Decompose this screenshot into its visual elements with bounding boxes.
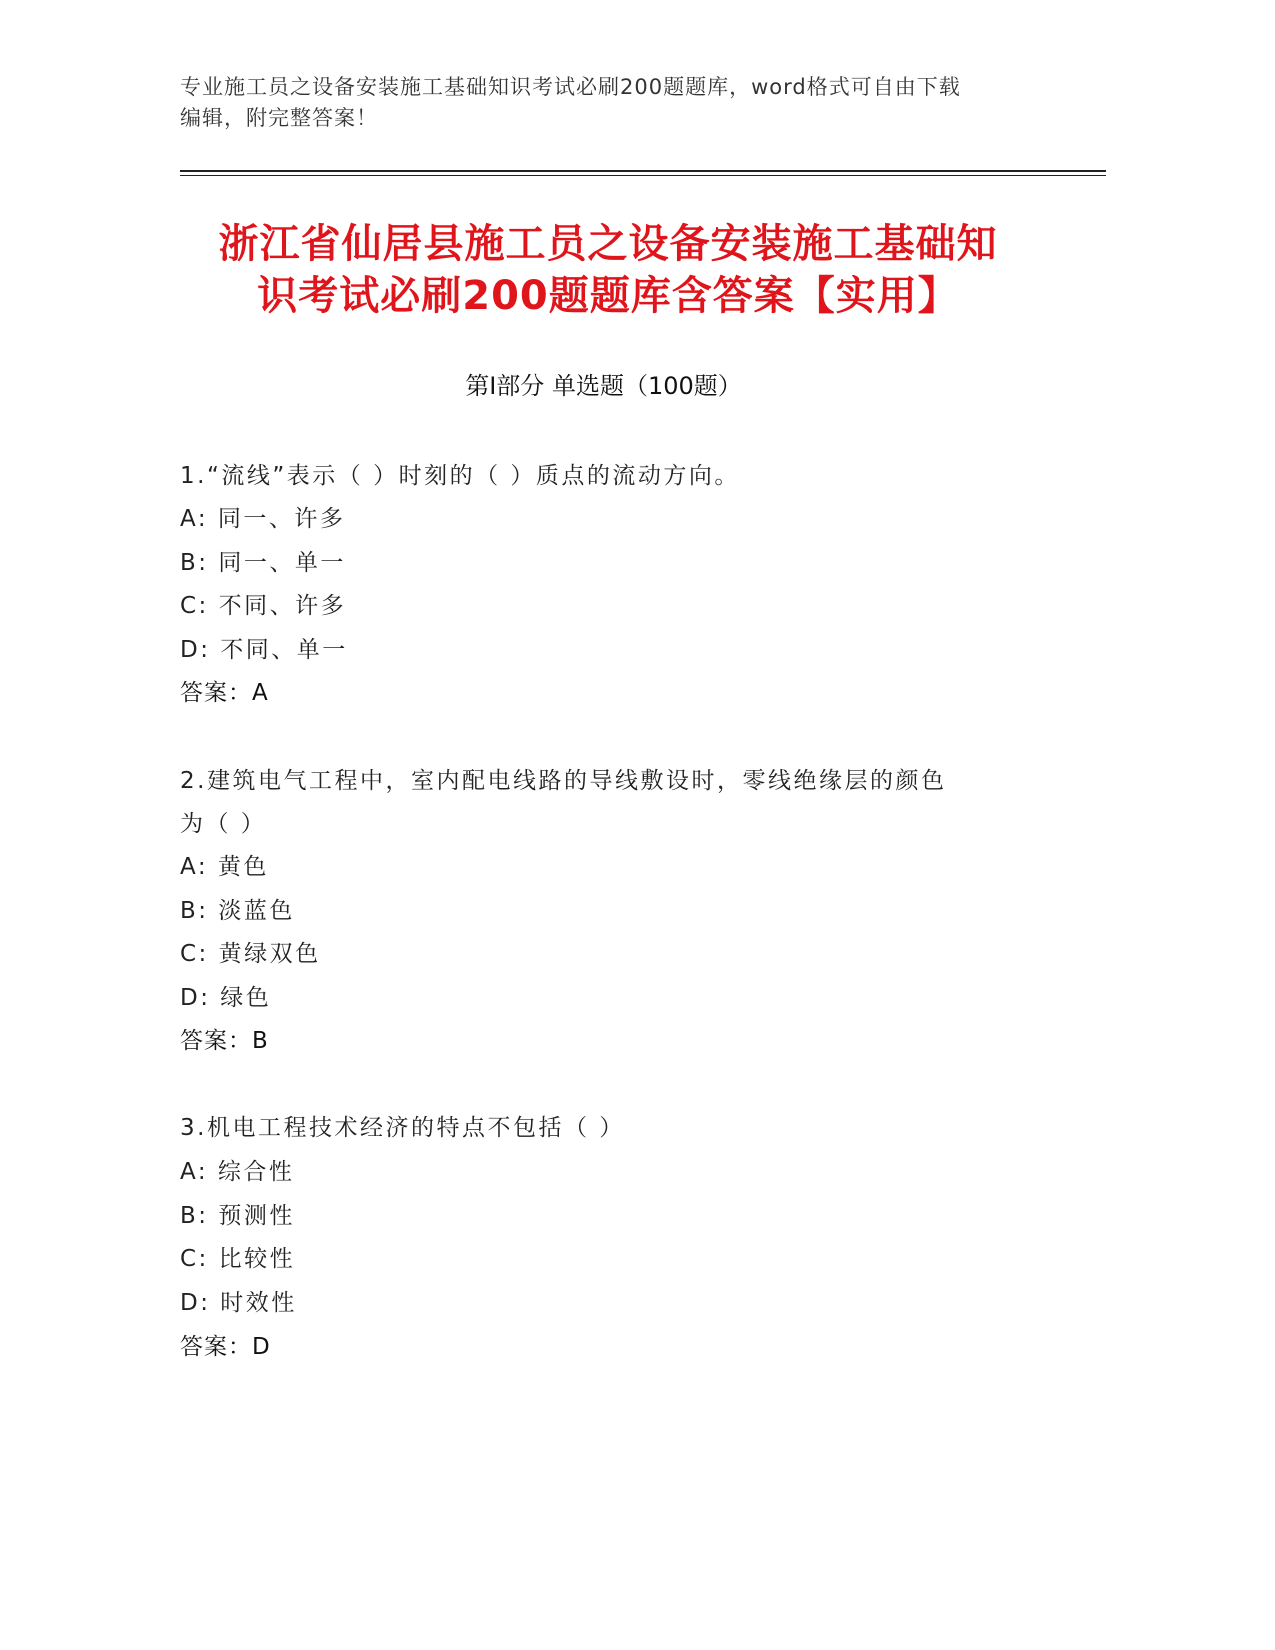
question-1-option-c: C: 不同、许多 [180, 593, 347, 619]
question-2-stem-line-2: 为（ ） [180, 811, 267, 837]
question-3-stem: 3.机电工程技术经济的特点不包括（ ） [180, 1115, 625, 1141]
document-title-line-2: 识考试必刷200题题库含答案【实用】 [257, 273, 959, 319]
question-2-answer: 答案：B [180, 1028, 269, 1054]
question-3-option-a: A: 综合性 [180, 1159, 295, 1185]
question-2-stem-line-1: 2.建筑电气工程中，室内配电线路的导线敷设时，零线绝缘层的颜色 [180, 768, 947, 794]
document-title [150, 218, 1066, 322]
question-1-option-b: B: 同一、单一 [180, 550, 346, 576]
question-1-stem: 1.“流线”表示（ ）时刻的（ ）质点的流动方向。 [180, 463, 740, 489]
question-2-option-d: D: 绿色 [180, 985, 272, 1011]
question-3-answer: 答案：D [180, 1334, 271, 1360]
header-note [180, 72, 1040, 134]
section-title: 第Ⅰ部分 单选题（100题） [465, 372, 742, 400]
question-2-option-c: C: 黄绿双色 [180, 941, 321, 967]
header-note-line-2: 编辑，附完整答案！ [180, 106, 378, 130]
question-3-option-d: D: 时效性 [180, 1290, 297, 1316]
question-2-option-b: B: 淡蓝色 [180, 898, 295, 924]
header-divider-thin [180, 175, 1106, 176]
question-3-option-c: C: 比较性 [180, 1246, 296, 1272]
question-3-option-b: B: 预测性 [180, 1203, 295, 1229]
header-note-line-1: 专业施工员之设备安装施工基础知识考试必刷200题题库，word格式可自由下载 [180, 75, 961, 99]
question-1-option-d: D: 不同、单一 [180, 637, 348, 663]
header-divider-thick [180, 170, 1106, 172]
question-1-answer: 答案：A [180, 680, 269, 706]
question-2-option-a: A: 黄色 [180, 854, 269, 880]
question-1-option-a: A: 同一、许多 [180, 506, 346, 532]
document-title-line-1: 浙江省仙居县施工员之设备安装施工基础知 [218, 221, 998, 267]
